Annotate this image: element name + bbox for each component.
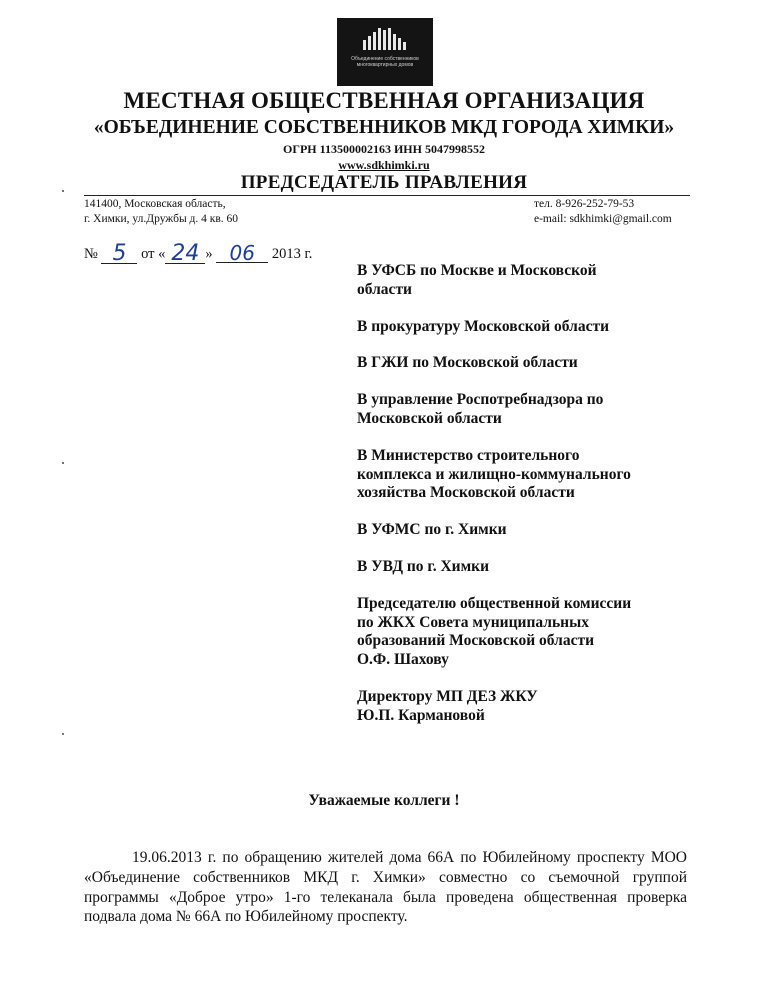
position-heading: ПРЕДСЕДАТЕЛЬ ПРАВЛЕНИЯ <box>240 172 528 193</box>
scan-mark <box>62 462 64 464</box>
organization-logo <box>337 18 433 86</box>
header-divider <box>84 195 690 196</box>
recipient: В прокуратуру Московской области <box>357 317 609 335</box>
recipient: В ГЖИ по Московской области <box>357 354 578 372</box>
org-type-heading: МЕСТНАЯ ОБЩЕСТВЕННАЯ ОРГАНИЗАЦИЯ <box>123 88 645 113</box>
recipient: В УФСБ по Москве и Московской области <box>357 262 597 298</box>
logo-caption: Объединение собственников многоквартирных домов <box>351 56 419 68</box>
scan-mark <box>62 190 64 192</box>
address-line: 141400, Московская область, <box>84 198 226 210</box>
recipient: Директору МП ДЕЗ ЖКУ Ю.П. Кармановой <box>357 687 538 724</box>
org-name-heading: «ОБЪЕДИНЕНИЕ СОБСТВЕННИКОВ МКД ГОРОДА ХИМКИ» <box>93 117 675 138</box>
from-label: от « <box>141 246 166 262</box>
recipients-block <box>357 262 697 726</box>
scan-mark <box>62 733 64 735</box>
postal-address <box>84 197 238 227</box>
day-close-quote: » <box>205 246 213 262</box>
building-logo-icon <box>363 28 407 50</box>
body-paragraph: 19.06.2013 г. по обращению жителей дома 66А по Юбилейному проспекту МОО «Объединение собственников МКД г. Химки» совместно со съемочной группой программы «Доброе утро» 1-го телеканала была проведена общественная проверка подвала дома № 66А по Юбилейному проспекту. <box>84 849 687 926</box>
year-label: 2013 г. <box>271 246 313 262</box>
document-number-line <box>84 241 313 266</box>
handwritten-day: 24 <box>165 245 205 264</box>
website-link[interactable]: www.sdkhimki.ru <box>338 158 430 172</box>
email-address[interactable]: e-mail: sdkhimki@gmail.com <box>534 213 672 225</box>
contact-info <box>534 197 672 227</box>
registration-numbers: ОГРН 113500002163 ИНН 5047998552 <box>283 142 485 156</box>
recipient: В Министерство строительного комплекса и жилищно-коммунального хозяйства Московской области <box>357 446 631 502</box>
recipient: В управление Роспотребнадзора по Московской области <box>357 391 604 427</box>
handwritten-month: 06 <box>216 244 268 263</box>
address-line: г. Химки, ул.Дружбы д. 4 кв. 60 <box>84 213 239 225</box>
number-label: № <box>84 246 98 262</box>
phone-number: тел. 8-926-252-79-53 <box>534 198 635 210</box>
recipient: В УВД по г. Химки <box>357 557 490 575</box>
handwritten-number: 5 <box>101 245 137 264</box>
website-line <box>0 158 768 173</box>
recipient: Председателю общественной комиссии по ЖКХ Совета муниципальных образований Московской области О.Ф. Шахову <box>357 594 632 669</box>
salutation: Уважаемые коллеги ! <box>308 792 460 809</box>
recipient: В УФМС по г. Химки <box>357 521 507 539</box>
